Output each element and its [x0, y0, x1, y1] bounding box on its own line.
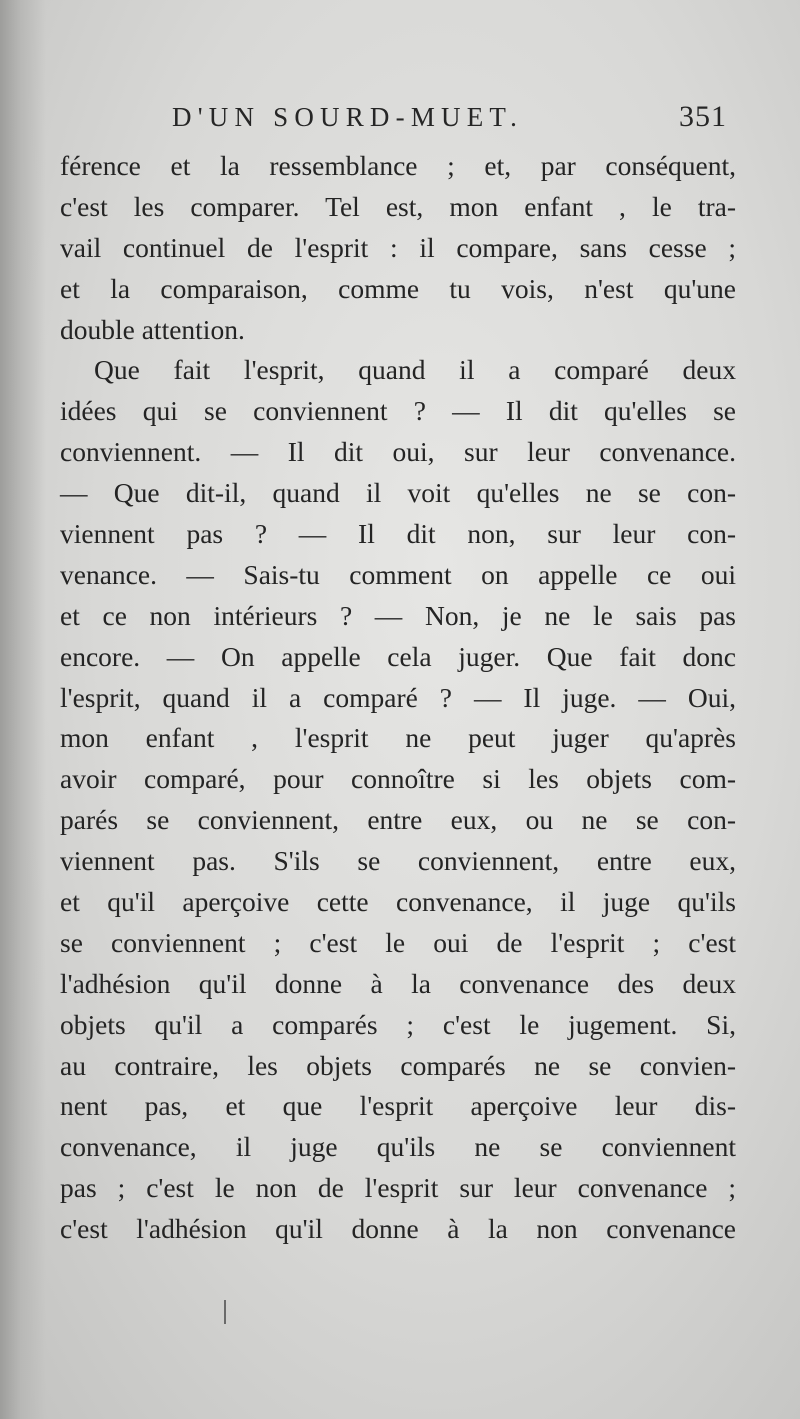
page-number: 351	[679, 100, 727, 133]
text-line: objets qu'il a comparés ; c'est le jugement. Si,	[60, 1008, 736, 1040]
text-line: encore. — On appelle cela juger. Que fait donc	[60, 640, 736, 672]
body-text	[60, 146, 736, 1250]
text-line: double attention.	[60, 313, 245, 345]
text-line: viennent pas. S'ils se conviennent, entre eux,	[60, 845, 736, 877]
text-line: parés se conviennent, entre eux, ou ne se con-	[60, 804, 736, 836]
page-header	[0, 100, 800, 144]
text-line: c'est les comparer. Tel est, mon enfant , le tra-	[60, 190, 736, 222]
ink-mark	[224, 1300, 226, 1324]
text-line: et ce non intérieurs ? — Non, je ne le sais pas	[60, 599, 736, 631]
text-line: vail continuel de l'esprit : il compare, sans cesse ;	[60, 231, 736, 263]
page-gutter-shadow	[0, 0, 46, 1419]
text-line: — Que dit-il, quand il voit qu'elles ne se con-	[60, 477, 736, 509]
text-line: se conviennent ; c'est le oui de l'esprit ; c'est	[60, 926, 736, 958]
text-line: Que fait l'esprit, quand il a comparé deux	[94, 354, 736, 386]
text-line: c'est l'adhésion qu'il donne à la non convenance	[60, 1213, 736, 1245]
text-line: idées qui se conviennent ? — Il dit qu'elles se	[60, 395, 736, 427]
text-line: et la comparaison, comme tu vois, n'est qu'une	[60, 272, 736, 304]
text-line: l'adhésion qu'il donne à la convenance des deux	[60, 967, 736, 999]
running-title: D'UN SOURD-MUET.	[172, 102, 524, 132]
text-line: l'esprit, quand il a comparé ? — Il juge. — Oui,	[60, 681, 736, 713]
text-line: avoir comparé, pour connoître si les objets com-	[60, 763, 736, 795]
text-line: convenance, il juge qu'ils ne se conviennent	[60, 1131, 736, 1163]
text-line: férence et la ressemblance ; et, par conséquent,	[60, 150, 736, 181]
text-line: et qu'il aperçoive cette convenance, il juge qu'ils	[60, 886, 736, 918]
text-line: venance. — Sais-tu comment on appelle ce oui	[60, 558, 736, 590]
text-line: conviennent. — Il dit oui, sur leur convenance.	[60, 436, 736, 468]
text-line: mon enfant , l'esprit ne peut juger qu'après	[60, 722, 736, 754]
text-line: au contraire, les objets comparés ne se convien-	[60, 1049, 736, 1081]
text-line: nent pas, et que l'esprit aperçoive leur dis-	[60, 1090, 736, 1122]
text-line: pas ; c'est le non de l'esprit sur leur convenance ;	[60, 1172, 736, 1204]
text-line: viennent pas ? — Il dit non, sur leur con-	[60, 518, 736, 550]
